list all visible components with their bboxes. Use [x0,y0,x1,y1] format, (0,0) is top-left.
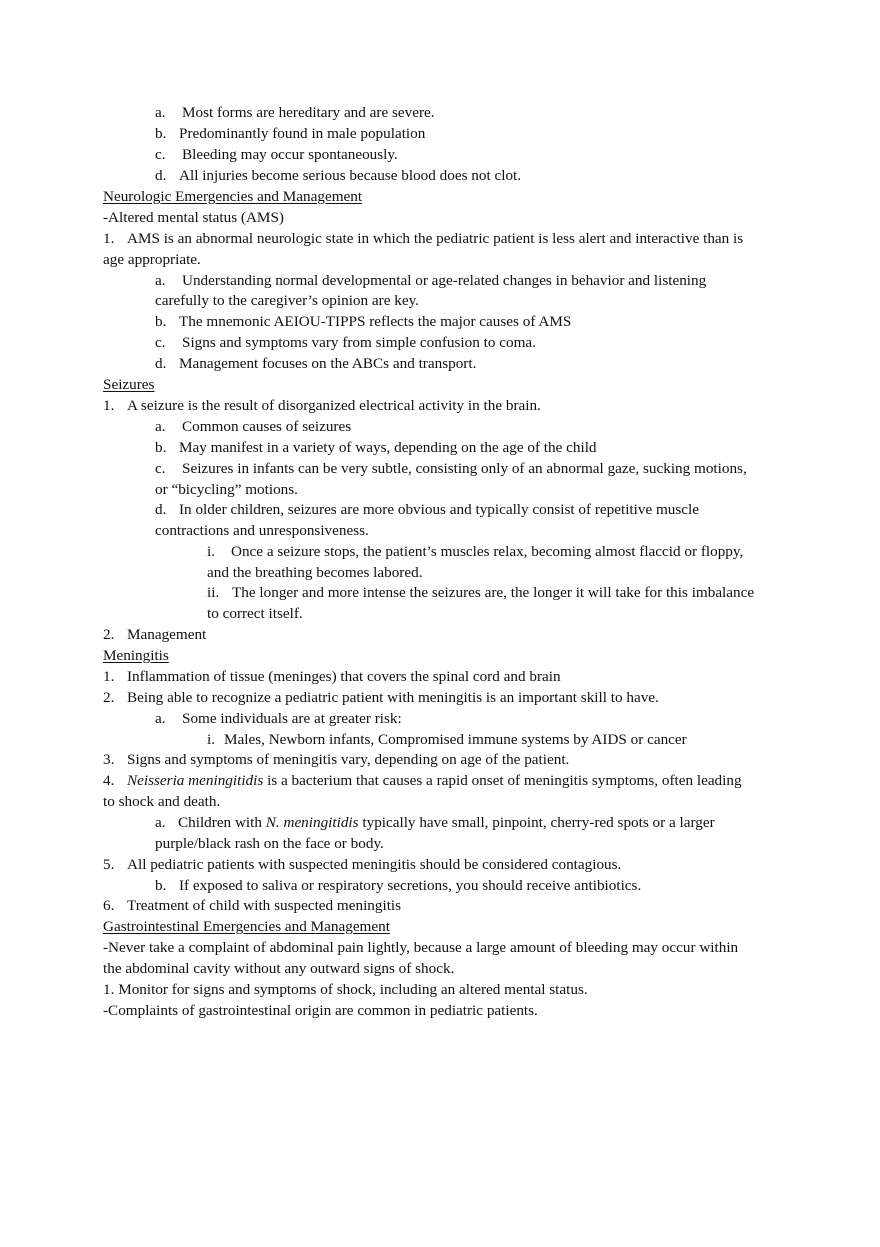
list-item [155,501,699,519]
paragraph-line: -Never take a complaint of abdominal pain lightly, because a large amount of bleeding may occur within [103,939,739,956]
list-text: Males, Newborn infants, Compromised immune systems by AIDS or cancer [224,731,687,748]
list-text-continued: carefully to the caregiver’s opinion are key. [155,292,419,309]
list-label: b. [155,439,167,456]
list-item [155,418,351,436]
list-item [207,731,687,749]
list-text: Signs and symptoms vary from simple confusion to coma. [182,334,536,351]
section-heading-seizures: Seizures [103,376,155,393]
list-text: A seizure is the result of disorganized electrical activity in the brain. [127,397,541,414]
list-text: Understanding normal developmental or age-related changes in behavior and listening [182,272,707,289]
list-text: Management focuses on the ABCs and transport. [179,355,477,372]
list-text: All pediatric patients with suspected meningitis should be considered contagious. [127,856,622,873]
list-label: d. [155,355,167,372]
list-item [155,814,715,832]
list-label: i. [207,543,216,560]
list-text-continued: to correct itself. [207,605,303,622]
list-text: Seizures in infants can be very subtle, consisting only of an abnormal gaze, sucking motions, [182,460,747,477]
list-text: Common causes of seizures [182,418,352,435]
list-label: d. [155,167,167,184]
list-item [155,146,398,164]
list-item [155,125,425,143]
section-heading-neurologic: Neurologic Emergencies and Management [103,188,363,205]
list-text: The longer and more intense the seizures are, the longer it will take for this imbalance [232,584,755,601]
list-item [155,334,536,352]
italic-term: Neisseria meningitidis [127,772,264,789]
list-text: AMS is an abnormal neurologic state in which the pediatric patient is less alert and interactive than is [127,230,744,247]
list-text: Some individuals are at greater risk: [182,710,402,727]
list-label: 1. [103,230,115,247]
list-text: May manifest in a variety of ways, depending on the age of the child [179,439,597,456]
list-item [103,772,742,790]
list-label: a. [155,104,166,121]
list-text: typically have small, pinpoint, cherry-red spots or a larger [358,814,715,831]
list-text: Management [127,626,207,643]
list-item [103,689,659,707]
list-label: a. [155,814,166,831]
list-label: a. [155,710,166,727]
list-item [103,897,401,915]
list-text: Predominantly found in male population [179,125,426,142]
paragraph-line: -Complaints of gastrointestinal origin are common in pediatric patients. [103,1002,538,1019]
list-text-continued: and the breathing becomes labored. [207,564,423,581]
list-item [155,877,641,895]
list-text-continued: age appropriate. [103,251,201,268]
list-item [103,751,569,769]
list-text: Treatment of child with suspected meningitis [127,897,402,914]
ams-intro: -Altered mental status (AMS) [103,209,284,226]
list-text: If exposed to saliva or respiratory secretions, you should receive antibiotics. [179,877,642,894]
list-item [155,439,597,457]
list-item [103,856,621,874]
list-item [155,104,435,122]
list-item [103,626,206,644]
list-label: b. [155,125,167,142]
list-item [103,668,561,686]
list-item [103,230,743,248]
list-text: Being able to recognize a pediatric patient with meningitis is an important skill to have. [127,689,659,706]
list-label: 3. [103,751,115,768]
list-label: c. [155,146,166,163]
list-label: c. [155,460,166,477]
list-text: In older children, seizures are more obvious and typically consist of repetitive muscle [179,501,700,518]
list-text-continued: or “bicycling” motions. [155,481,298,498]
list-label: 2. [103,626,115,643]
list-label: b. [155,313,167,330]
list-item [155,167,521,185]
list-text-continued: purple/black rash on the face or body. [155,835,384,852]
list-text-continued: to shock and death. [103,793,221,810]
list-text: Inflammation of tissue (meninges) that covers the spinal cord and brain [127,668,561,685]
list-label: a. [155,272,166,289]
list-item: 1. Monitor for signs and symptoms of shock, including an altered mental status. [103,981,588,998]
list-item [155,272,706,290]
list-item [103,397,541,415]
list-item [155,710,402,728]
list-label: 4. [103,772,115,789]
list-text: Once a seizure stops, the patient’s muscles relax, becoming almost flaccid or floppy, [231,543,744,560]
section-heading-gastrointestinal: Gastrointestinal Emergencies and Management [103,918,390,935]
list-label: 6. [103,897,115,914]
paragraph-line: the abdominal cavity without any outward signs of shock. [103,960,455,977]
list-label: b. [155,877,167,894]
list-text: The mnemonic AEIOU-TIPPS reflects the major causes of AMS [179,313,572,330]
list-label: 5. [103,856,115,873]
list-label: ii. [207,584,220,601]
list-text: Children with [178,814,266,831]
list-item [207,543,743,561]
list-item [155,460,747,478]
list-label: a. [155,418,166,435]
list-text: Bleeding may occur spontaneously. [182,146,398,163]
list-item [155,313,571,331]
list-label: c. [155,334,166,351]
list-text: Most forms are hereditary and are severe. [182,104,435,121]
list-text: All injuries become serious because blood does not clot. [179,167,522,184]
list-text-continued: contractions and unresponsiveness. [155,522,369,539]
list-item [207,584,754,602]
list-text: Signs and symptoms of meningitis vary, depending on age of the patient. [127,751,570,768]
list-label: i. [207,731,216,748]
list-label: 2. [103,689,115,706]
section-heading-meningitis: Meningitis [103,647,169,664]
list-label: 1. [103,668,115,685]
list-label: d. [155,501,167,518]
italic-term: N. meningitidis [265,814,359,831]
list-item [155,355,476,373]
list-label: 1. [103,397,115,414]
list-text: is a bacterium that causes a rapid onset of meningitis symptoms, often leading [263,772,742,789]
